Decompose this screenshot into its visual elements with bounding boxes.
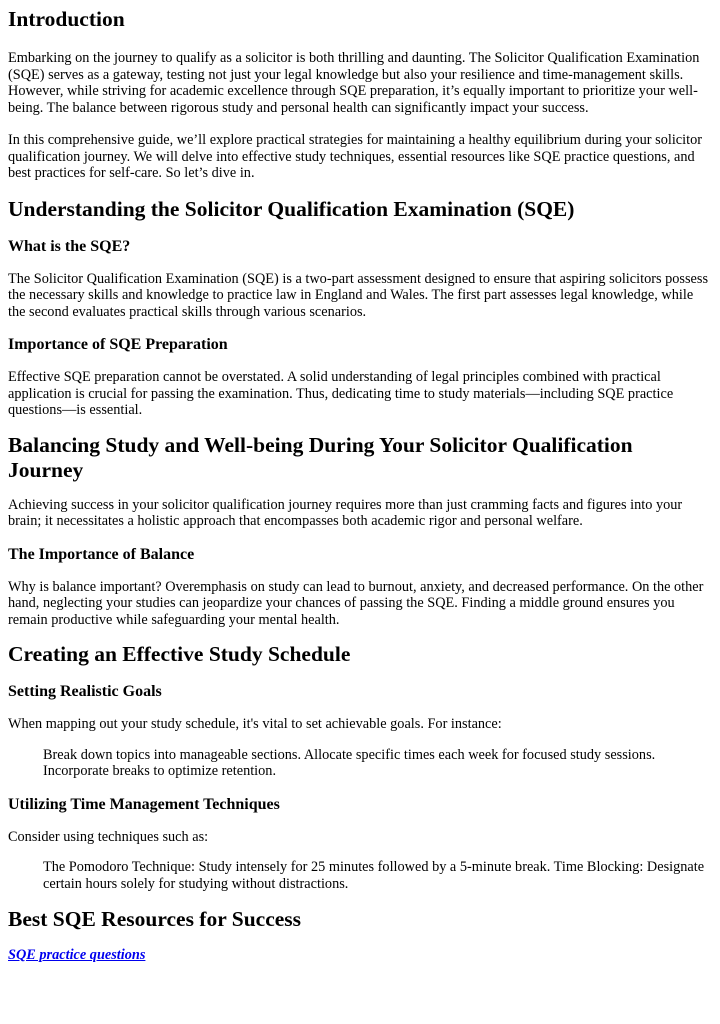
balancing-paragraph: Achieving success in your solicitor qualification journey requires more than just cramming facts and figures into your brain; it necessitates a holistic approach that encompasses both academic rigor and personal welfare. [8,496,683,529]
time-management-heading: Utilizing Time Management Techniques [8,795,280,813]
resources-link-line [8,947,712,964]
intro-paragraph-2: In this comprehensive guide, we’ll explore practical strategies for maintaining a healthy equilibrium during your solicitor qualification journey. We will delve into effective study techniques, essential resources like SQE practice questions, and best practices for self-care. So let’s dive in. [8,132,702,181]
what-is-sqe-paragraph: The Solicitor Qualification Examination (SQE) is a two-part assessment designed to ensure that aspiring solicitors possess the necessary skills and knowledge to practice law in England and Wales. The first part assesses legal knowledge, while the second evaluates practical skills through various scenarios. [8,270,709,320]
goals-list: Break down topics into manageable sections. Allocate specific times each week for focused study sessions. Incorporate breaks to optimize retention. [43,746,656,779]
goals-heading: Setting Realistic Goals [8,683,162,700]
balance-importance-heading: The Importance of Balance [8,545,195,563]
balancing-heading: Balancing Study and Well-being During Your Solicitor Qualification Journey [8,432,633,482]
article [0,7,712,964]
understanding-heading: Understanding the Solicitor Qualification Examination (SQE) [8,196,575,221]
intro-paragraph-1: Embarking on the journey to qualify as a solicitor is both thrilling and daunting. The Solicitor Qualification Examination (SQE) serves as a gateway, testing not just your legal knowledge but also your resilience and time-management skills. However, while striving for academic excellence through SQE preparation, it’s equally important to prioritize your well-being. The balance between rigorous study and personal health can significantly impact your success. [8,50,700,116]
time-management-list: The Pomodoro Technique: Study intensely for 25 minutes followed by a 5-minute break. Time Blocking: Designate certain hours solely for studying without distractions. [43,859,705,892]
what-is-sqe-heading: What is the SQE? [8,237,131,255]
sqe-practice-questions-link[interactable]: SQE practice questions [8,947,146,963]
intro-heading: Introduction [8,7,125,31]
resources-heading: Best SQE Resources for Success [8,907,302,931]
importance-heading: Importance of SQE Preparation [8,336,228,353]
balance-importance-paragraph: Why is balance important? Overemphasis on study can lead to burnout, anxiety, and decreased performance. On the other hand, neglecting your studies can jeopardize your chances of passing the SQE. Finding a middle ground ensures you remain productive while safeguarding your mental health. [8,578,704,628]
goals-paragraph: When mapping out your study schedule, it's vital to set achievable goals. For instance: [8,716,502,732]
schedule-heading: Creating an Effective Study Schedule [8,642,351,666]
time-management-paragraph: Consider using techniques such as: [8,828,209,845]
importance-paragraph: Effective SQE preparation cannot be overstated. A solid understanding of legal principles combined with practical application is crucial for passing the examination. Thus, dedicating time to study materials—including SQE practice questions—is essential. [8,369,674,418]
